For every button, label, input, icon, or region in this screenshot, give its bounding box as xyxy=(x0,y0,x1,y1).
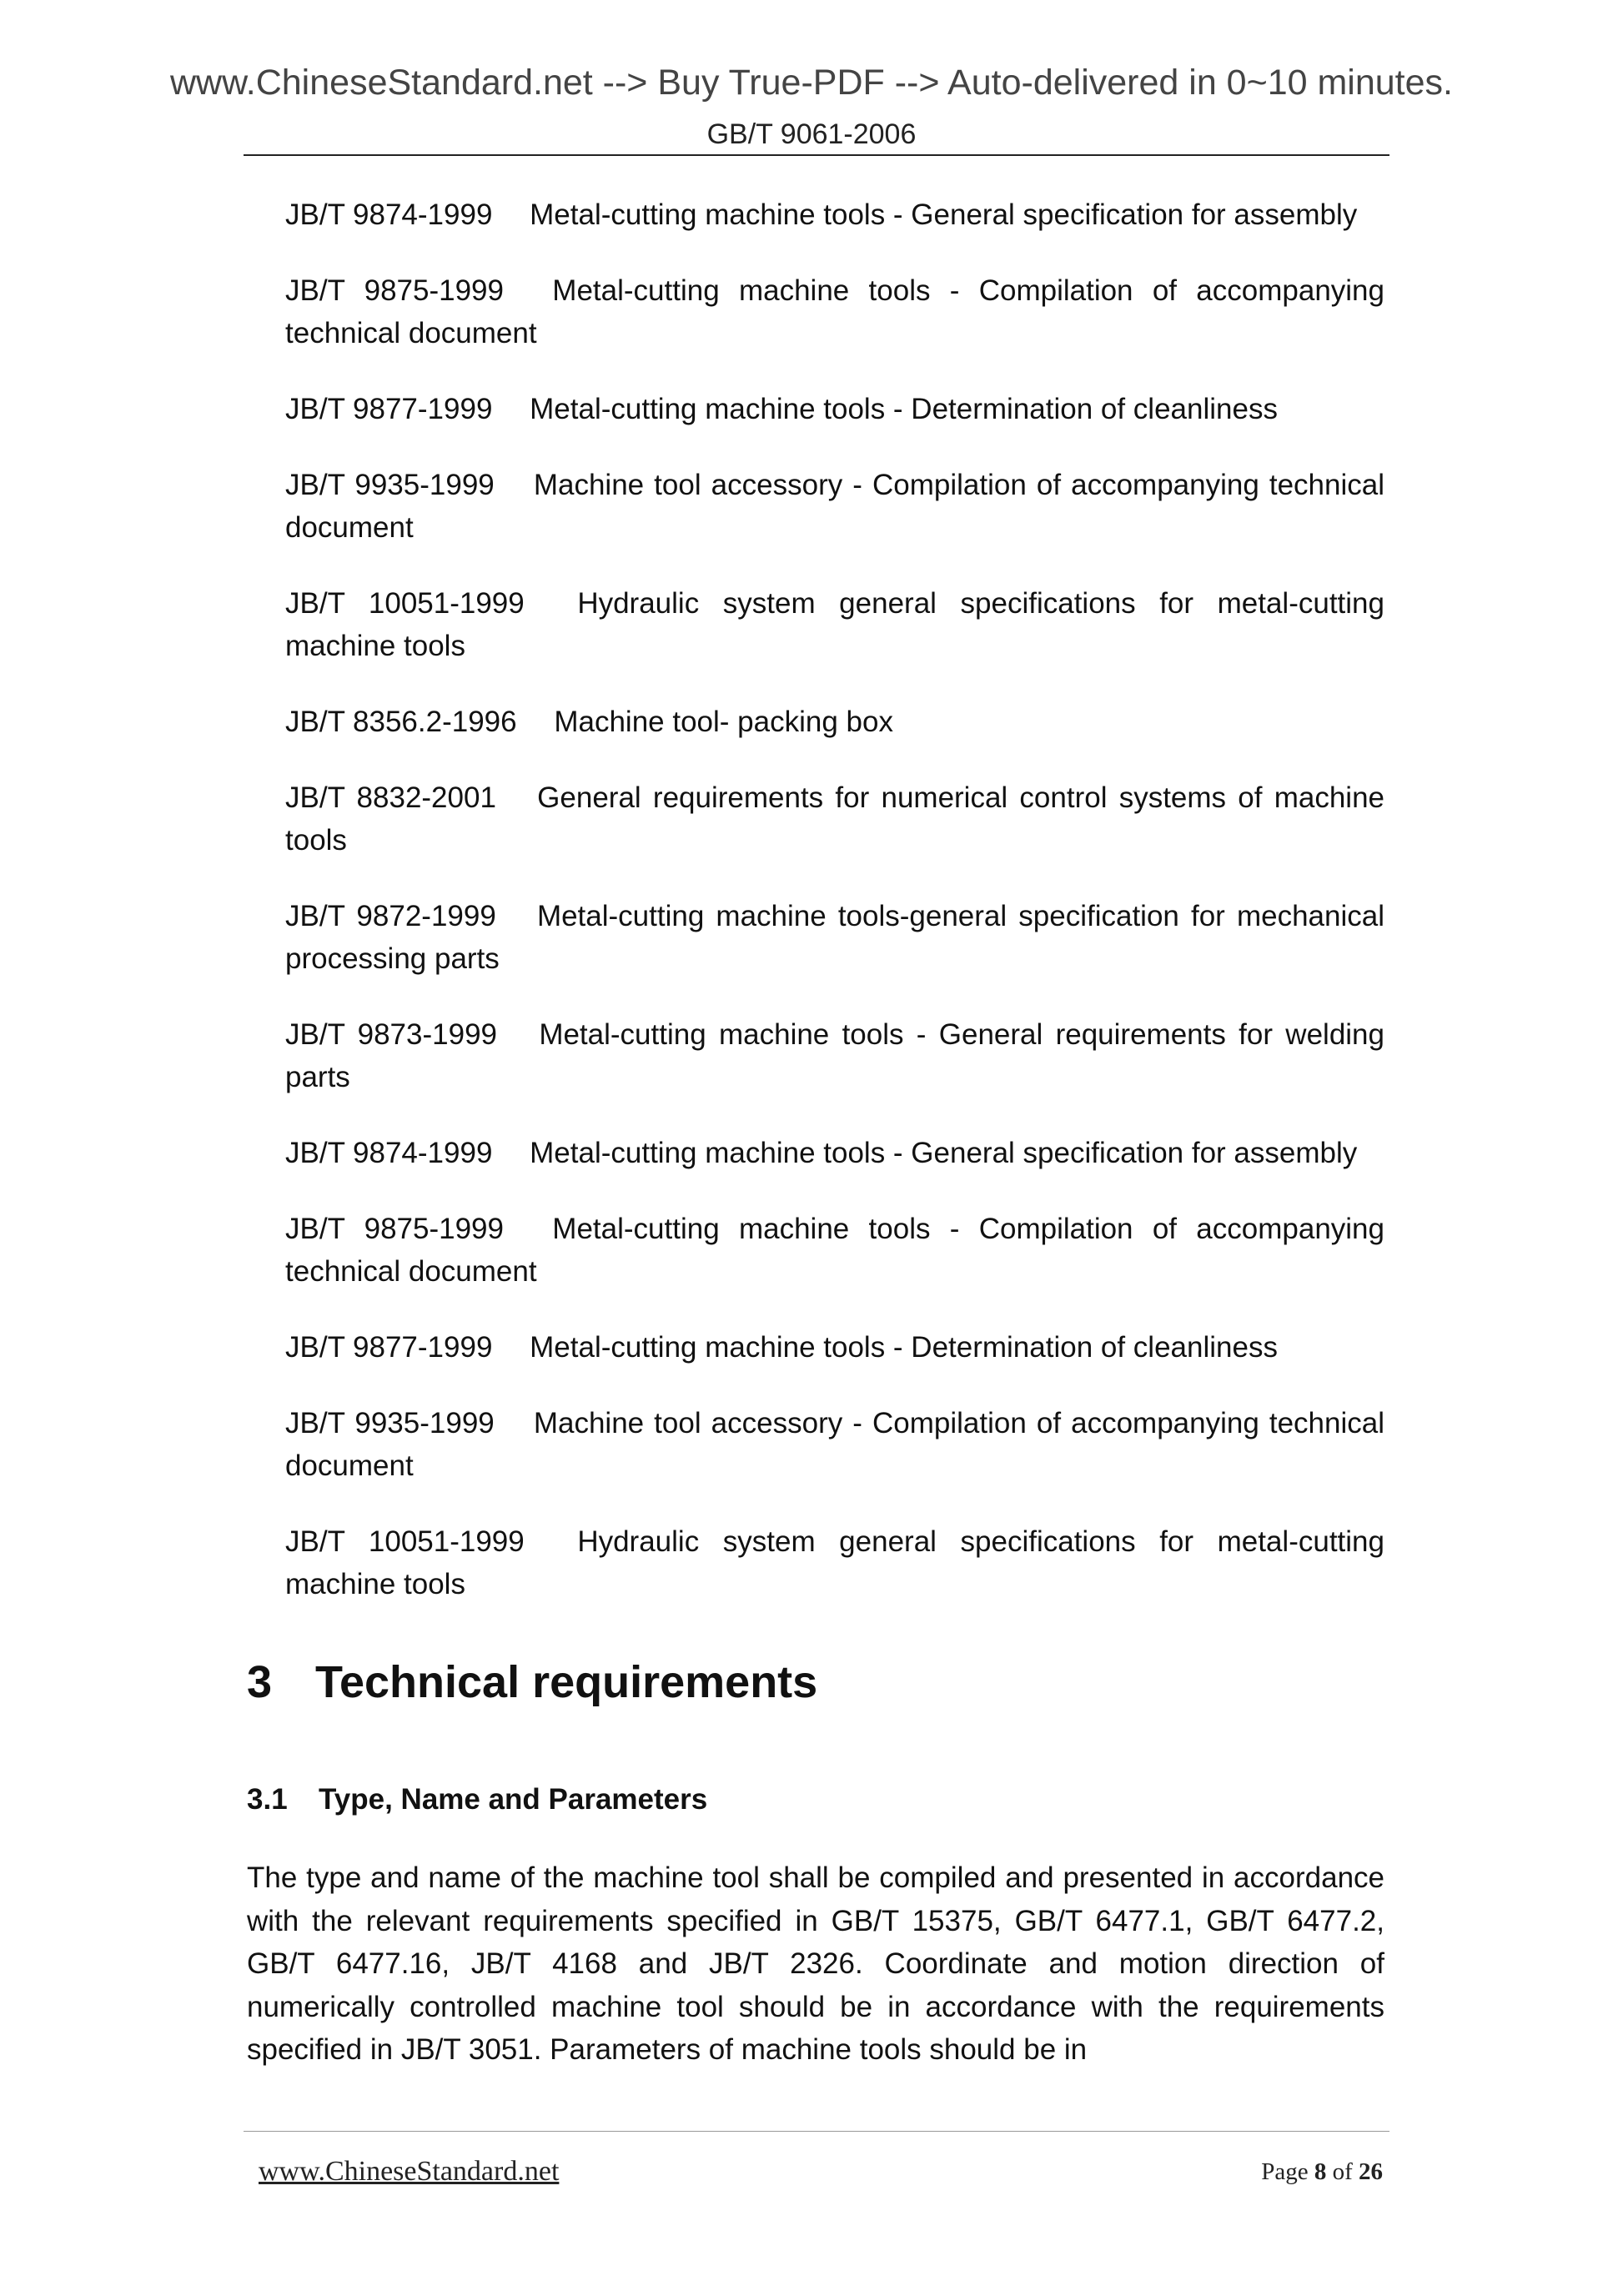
reference-item xyxy=(285,1402,1384,1487)
section-heading xyxy=(247,1657,818,1707)
reference-title: Metal-cutting machine tools - Compilation of accompanying technical document xyxy=(285,1213,1384,1288)
reference-code: JB/T 8832-2001 xyxy=(285,781,496,814)
reference-title: Machine tool accessory - Compilation of accompanying technical document xyxy=(285,469,1384,544)
reference-title: Metal-cutting machine tools - General specification for assembly xyxy=(530,198,1358,231)
reference-item xyxy=(285,1132,1384,1174)
subsection-title: Type, Name and Parameters xyxy=(319,1783,708,1816)
reference-code: JB/T 9873-1999 xyxy=(285,1018,497,1051)
document-code: GB/T 9061-2006 xyxy=(706,118,917,150)
reference-code: JB/T 9875-1999 xyxy=(285,274,504,307)
reference-item xyxy=(285,1208,1384,1293)
body-paragraph: The type and name of the machine tool shall be compiled and presented in accordance with the relevant requirements specified in GB/T 15375, GB/T 6477.1, GB/T 6477.2, GB/T 6477.16, JB/T 4168 and JB/T 2326. Coordinate and motion direction of numerically controlled machine tool should be in accordance with the requirements specified in JB/T 3051. Parameters of machine tools should be in xyxy=(247,1861,1384,2066)
page-prefix: Page xyxy=(1261,2158,1309,2185)
header-divider xyxy=(244,154,1389,156)
reference-title: Hydraulic system general specifications for metal-cutting machine tools xyxy=(285,1525,1384,1600)
reference-code: JB/T 9875-1999 xyxy=(285,1213,504,1245)
page-current: 8 xyxy=(1314,2158,1327,2185)
reference-title: Machine tool- packing box xyxy=(554,706,893,738)
reference-title: Metal-cutting machine tools - General specification for assembly xyxy=(530,1137,1358,1169)
reference-code: JB/T 9874-1999 xyxy=(285,198,493,231)
reference-item xyxy=(285,388,1384,430)
reference-title: General requirements for numerical control systems of machine tools xyxy=(285,781,1384,857)
subsection-number: 3.1 xyxy=(247,1783,288,1816)
reference-title: Metal-cutting machine tools-general specification for mechanical processing parts xyxy=(285,900,1384,975)
reference-title: Metal-cutting machine tools - Compilation of accompanying technical document xyxy=(285,274,1384,349)
reference-item xyxy=(285,269,1384,354)
reference-item xyxy=(285,1520,1384,1605)
page-number xyxy=(1261,2160,1383,2184)
normative-reference-list xyxy=(285,193,1384,1639)
section-title: Technical requirements xyxy=(315,1657,818,1707)
reference-code: JB/T 10051-1999 xyxy=(285,1525,525,1558)
reference-item xyxy=(285,1326,1384,1369)
reference-code: JB/T 9872-1999 xyxy=(285,900,496,932)
reference-title: Hydraulic system general specifications for metal-cutting machine tools xyxy=(285,587,1384,662)
reference-code: JB/T 9935-1999 xyxy=(285,469,495,501)
reference-title: Metal-cutting machine tools - General requirements for welding parts xyxy=(285,1018,1384,1093)
reference-title: Metal-cutting machine tools - Determination of cleanliness xyxy=(530,393,1278,425)
subsection-heading xyxy=(247,1785,707,1814)
reference-code: JB/T 9877-1999 xyxy=(285,1331,493,1364)
reference-code: JB/T 8356.2-1996 xyxy=(285,706,517,738)
reference-code: JB/T 10051-1999 xyxy=(285,587,525,620)
reference-code: JB/T 9874-1999 xyxy=(285,1137,493,1169)
reference-item xyxy=(285,776,1384,862)
top-banner[interactable]: www.ChineseStandard.net --> Buy True-PDF --> Auto-delivered in 0~10 minutes. xyxy=(169,63,1453,103)
footer-divider xyxy=(244,2131,1389,2132)
reference-title: Machine tool accessory - Compilation of accompanying technical document xyxy=(285,1407,1384,1482)
reference-item xyxy=(285,582,1384,667)
reference-item xyxy=(285,1013,1384,1098)
footer-site-link[interactable]: www.ChineseStandard.net xyxy=(259,2156,560,2187)
reference-item xyxy=(285,895,1384,980)
reference-item xyxy=(285,464,1384,549)
reference-item xyxy=(285,701,1384,743)
reference-code: JB/T 9877-1999 xyxy=(285,393,493,425)
page-total: 26 xyxy=(1359,2158,1383,2185)
section-number: 3 xyxy=(247,1657,273,1707)
page-of: of xyxy=(1332,2158,1353,2185)
reference-title: Metal-cutting machine tools - Determination of cleanliness xyxy=(530,1331,1278,1364)
reference-code: JB/T 9935-1999 xyxy=(285,1407,495,1439)
reference-item xyxy=(285,193,1384,236)
